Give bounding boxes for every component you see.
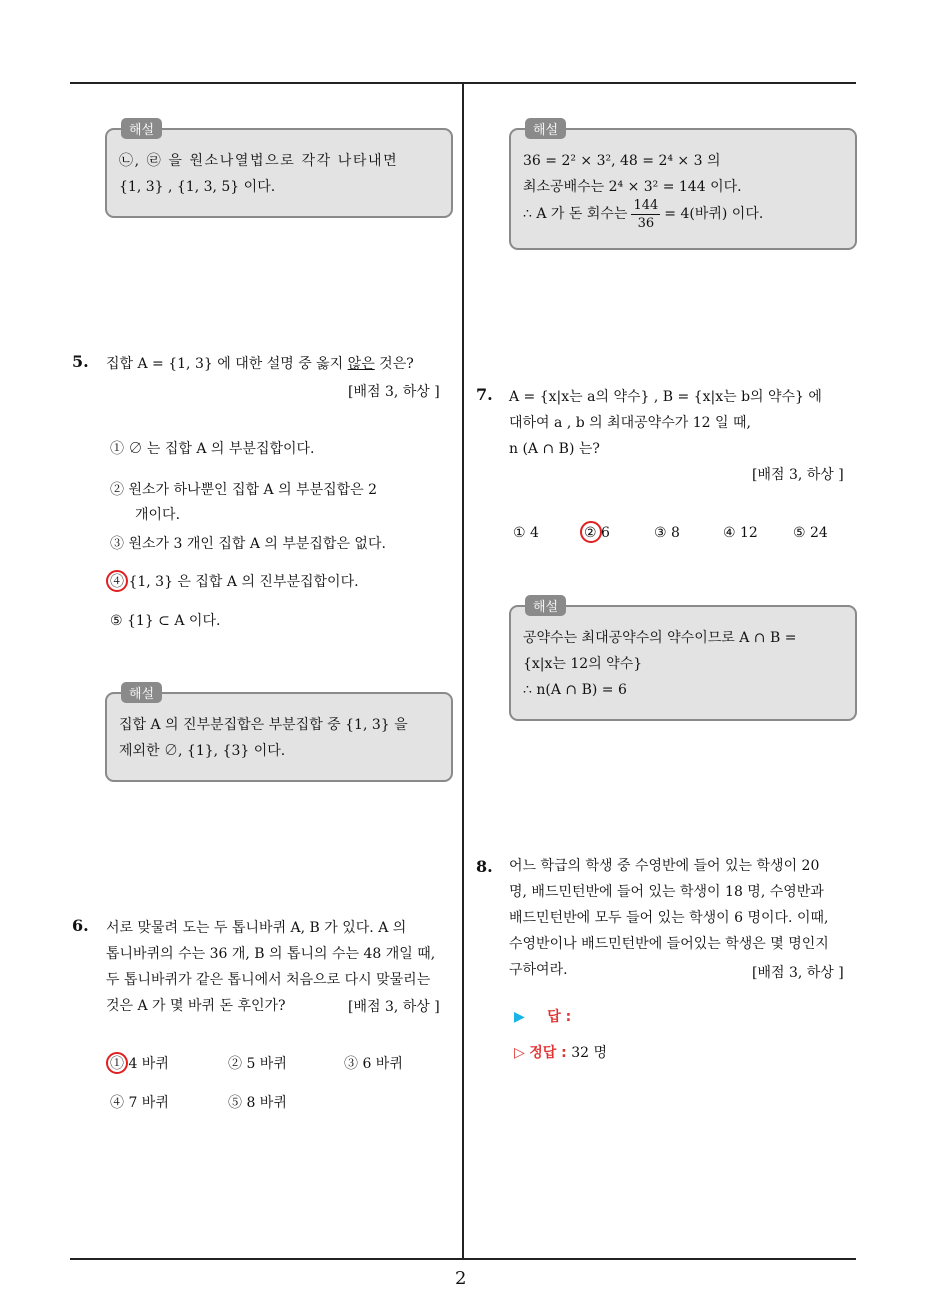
column-divider <box>462 82 464 1260</box>
explanation-label: 해설 <box>525 118 566 139</box>
question-8-stem: 어느 학급의 학생 중 수영반에 들어 있는 학생이 20 명, 배드민턴반에 들어 있는 학생이 18 명, 수영반과 배드민턴반에 모두 들어 있는 학생이 6 명이다. 이때, 수영반이나 배드민턴반에 들어있는 학생은 몇 명인지 구하여라. <box>509 858 829 978</box>
answer-label: 답 : <box>547 1009 572 1025</box>
question-number-7: 7. <box>476 385 493 404</box>
outline-arrow-icon: ▷ <box>514 1045 525 1061</box>
emphasis-underline: 않은 <box>347 356 375 372</box>
answer-circle-mark <box>106 570 128 592</box>
explanation-line: ∴ n(A ∩ B) = 6 <box>523 682 627 698</box>
option-6-1[interactable]: ① 4 바퀴 <box>110 1056 169 1072</box>
option-5-2[interactable]: ② 원소가 하나뿐인 집합 A 의 부분집합은 2 <box>110 482 378 498</box>
explanation-line: ∴ A 가 돈 회수는 $\frac{144}{36}$ = 4(바퀴) 이다. <box>523 197 764 231</box>
explanation-line: 집합 A 의 진부분집합은 부분집합 중 {1, 3} 을 <box>119 717 408 733</box>
question-number-6: 6. <box>72 916 89 935</box>
option-7-1[interactable]: ① 4 <box>513 525 539 541</box>
correct-answer-row <box>514 1040 607 1066</box>
option-5-4[interactable]: ④ {1, 3} 은 집합 A 의 진부분집합이다. <box>110 574 359 590</box>
explanation-label: 해설 <box>121 118 162 139</box>
fraction: $\frac{144}{36}$ <box>633 197 659 231</box>
explanation-line: 공약수는 최대공약수의 약수이므로 A ∩ B = <box>523 630 797 646</box>
question-5-meta: [배점 3, 하상 ] <box>348 384 440 400</box>
answer-circle-mark <box>580 521 602 543</box>
option-5-2-cont: 개이다. <box>135 507 181 523</box>
question-number-8: 8. <box>476 857 493 876</box>
answer-input-row[interactable] <box>514 1004 571 1030</box>
option-6-2[interactable]: ② 5 바퀴 <box>228 1056 287 1072</box>
explanation-box-q6 <box>509 123 857 250</box>
explanation-line: 제외한 ∅, {1}, {3} 이다. <box>119 743 286 759</box>
explanation-box-q5 <box>105 687 453 782</box>
explanation-line: {x|x는 12의 약수} <box>523 656 643 672</box>
option-6-3[interactable]: ③ 6 바퀴 <box>344 1056 403 1072</box>
explanation-line: {1, 3} , {1, 3, 5} 이다. <box>119 179 276 195</box>
bottom-rule <box>70 1258 856 1260</box>
question-6-meta: [배점 3, 하상 ] <box>348 999 440 1015</box>
answer-circle-mark <box>106 1052 128 1074</box>
question-8-meta: [배점 3, 하상 ] <box>752 965 844 981</box>
page-number: 2 <box>455 1268 467 1289</box>
option-5-3[interactable]: ③ 원소가 3 개인 집합 A 의 부분집합은 없다. <box>110 536 386 552</box>
explanation-label: 해설 <box>525 595 566 616</box>
question-6-stem: 서로 맞물려 도는 두 톱니바퀴 A, B 가 있다. A 의 톱니바퀴의 수는 36 개, B 의 톱니의 수는 48 개일 때, 두 톱니바퀴가 같은 톱니에서 처음으로 다시 맞물리는 것은 A 가 몇 바퀴 돈 후인가? <box>106 920 436 1014</box>
explanation-line: 최소공배수는 2⁴ × 3² = 144 이다. <box>523 179 742 195</box>
question-number-5: 5. <box>72 352 89 371</box>
explanation-line: ㉡, ㉣ 을 원소나열법으로 각각 나타내면 <box>119 153 399 169</box>
option-7-4[interactable]: ④ 12 <box>723 525 758 541</box>
option-7-5[interactable]: ⑤ 24 <box>793 525 828 541</box>
question-5-stem: 집합 A = {1, 3} 에 대한 설명 중 옳지 않은 것은? <box>106 356 414 372</box>
option-6-5[interactable]: ⑤ 8 바퀴 <box>228 1095 287 1111</box>
explanation-box-q4 <box>105 123 453 218</box>
correct-answer-label: 정답 : <box>529 1045 567 1061</box>
question-7-stem: A = {x|x는 a의 약수} , B = {x|x는 b의 약수} 에 대하여 a , b 의 최대공약수가 12 일 때, n (A ∩ B) 는? <box>509 389 822 457</box>
explanation-line: 36 = 2² × 3², 48 = 2⁴ × 3 의 <box>523 153 721 169</box>
correct-answer-value: 32 명 <box>571 1045 608 1061</box>
option-6-4[interactable]: ④ 7 바퀴 <box>110 1095 169 1111</box>
explanation-label: 해설 <box>121 682 162 703</box>
explanation-box-q7 <box>509 600 857 721</box>
option-7-2[interactable]: ② 6 <box>584 525 610 541</box>
option-5-1[interactable]: ① ∅ 는 집합 A 의 부분집합이다. <box>110 441 315 457</box>
play-arrow-icon: ▶ <box>514 1009 525 1025</box>
option-5-5[interactable]: ⑤ {1} ⊂ A 이다. <box>110 613 221 629</box>
option-7-3[interactable]: ③ 8 <box>654 525 680 541</box>
question-7-meta: [배점 3, 하상 ] <box>752 467 844 483</box>
